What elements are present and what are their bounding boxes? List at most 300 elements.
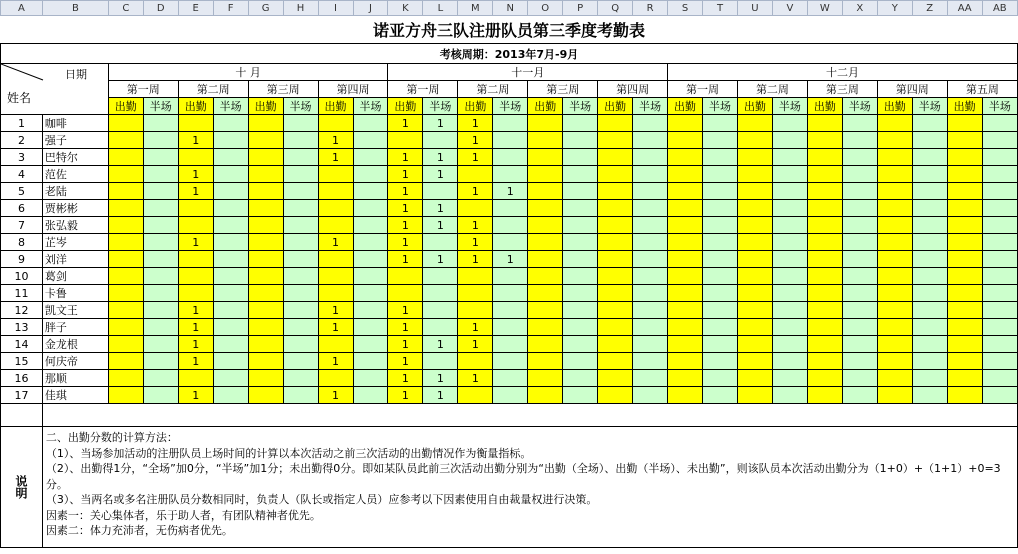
attendance-cell[interactable] [493, 353, 528, 370]
attendance-cell[interactable] [528, 336, 563, 353]
attendance-cell[interactable] [633, 387, 668, 404]
attendance-cell[interactable] [598, 319, 633, 336]
attendance-cell[interactable] [807, 132, 842, 149]
attendance-cell[interactable] [772, 115, 807, 132]
attendance-cell[interactable] [772, 336, 807, 353]
attendance-cell[interactable]: 1 [388, 166, 423, 183]
attendance-cell[interactable] [912, 302, 947, 319]
attendance-cell[interactable] [248, 336, 283, 353]
attendance-cell[interactable]: 1 [318, 234, 353, 251]
attendance-cell[interactable]: 1 [423, 166, 458, 183]
column-header[interactable]: T [703, 1, 738, 16]
attendance-cell[interactable] [703, 251, 738, 268]
attendance-cell[interactable] [947, 285, 982, 302]
attendance-cell[interactable] [528, 387, 563, 404]
attendance-cell[interactable]: 1 [458, 336, 493, 353]
attendance-cell[interactable] [668, 234, 703, 251]
attendance-cell[interactable] [353, 132, 388, 149]
column-header[interactable]: AB [982, 1, 1017, 16]
attendance-cell[interactable] [563, 319, 598, 336]
column-header[interactable]: J [353, 1, 388, 16]
attendance-cell[interactable] [912, 251, 947, 268]
attendance-cell[interactable] [947, 149, 982, 166]
attendance-cell[interactable] [598, 285, 633, 302]
attendance-cell[interactable] [877, 302, 912, 319]
attendance-cell[interactable] [563, 370, 598, 387]
column-header[interactable]: G [248, 1, 283, 16]
attendance-cell[interactable] [877, 387, 912, 404]
attendance-cell[interactable] [668, 149, 703, 166]
attendance-cell[interactable] [703, 149, 738, 166]
attendance-cell[interactable] [842, 166, 877, 183]
attendance-cell[interactable] [283, 285, 318, 302]
attendance-cell[interactable] [737, 217, 772, 234]
attendance-cell[interactable] [772, 234, 807, 251]
attendance-cell[interactable] [668, 285, 703, 302]
attendance-cell[interactable] [563, 285, 598, 302]
attendance-cell[interactable] [353, 251, 388, 268]
attendance-cell[interactable] [528, 251, 563, 268]
column-header[interactable]: C [108, 1, 143, 16]
attendance-cell[interactable] [143, 149, 178, 166]
attendance-cell[interactable] [947, 217, 982, 234]
attendance-cell[interactable] [213, 234, 248, 251]
attendance-cell[interactable] [353, 268, 388, 285]
attendance-cell[interactable] [493, 166, 528, 183]
attendance-cell[interactable] [947, 234, 982, 251]
attendance-cell[interactable] [807, 200, 842, 217]
attendance-cell[interactable] [703, 132, 738, 149]
attendance-cell[interactable] [318, 166, 353, 183]
attendance-cell[interactable] [283, 132, 318, 149]
attendance-cell[interactable] [528, 183, 563, 200]
attendance-cell[interactable] [108, 132, 143, 149]
column-header[interactable]: Q [598, 1, 633, 16]
attendance-cell[interactable]: 1 [458, 115, 493, 132]
attendance-cell[interactable] [703, 319, 738, 336]
attendance-cell[interactable] [353, 302, 388, 319]
attendance-cell[interactable] [668, 336, 703, 353]
attendance-cell[interactable] [353, 183, 388, 200]
attendance-cell[interactable] [598, 217, 633, 234]
attendance-cell[interactable] [143, 166, 178, 183]
attendance-cell[interactable] [982, 217, 1017, 234]
attendance-cell[interactable] [458, 285, 493, 302]
attendance-cell[interactable] [248, 319, 283, 336]
attendance-cell[interactable]: 1 [423, 200, 458, 217]
attendance-cell[interactable] [737, 336, 772, 353]
attendance-cell[interactable] [947, 319, 982, 336]
attendance-cell[interactable]: 1 [423, 217, 458, 234]
attendance-cell[interactable] [842, 387, 877, 404]
attendance-cell[interactable] [528, 370, 563, 387]
attendance-cell[interactable] [143, 353, 178, 370]
column-header[interactable]: D [143, 1, 178, 16]
attendance-cell[interactable] [598, 115, 633, 132]
attendance-cell[interactable] [493, 387, 528, 404]
attendance-cell[interactable] [947, 200, 982, 217]
attendance-cell[interactable] [283, 115, 318, 132]
attendance-cell[interactable] [877, 183, 912, 200]
attendance-cell[interactable]: 1 [458, 183, 493, 200]
attendance-cell[interactable] [423, 319, 458, 336]
attendance-cell[interactable] [178, 268, 213, 285]
attendance-cell[interactable] [912, 268, 947, 285]
column-header[interactable]: N [493, 1, 528, 16]
attendance-cell[interactable] [563, 251, 598, 268]
attendance-cell[interactable] [877, 353, 912, 370]
attendance-cell[interactable]: 1 [178, 183, 213, 200]
attendance-cell[interactable] [598, 370, 633, 387]
attendance-cell[interactable] [772, 370, 807, 387]
attendance-cell[interactable] [912, 285, 947, 302]
attendance-cell[interactable] [772, 200, 807, 217]
attendance-cell[interactable] [668, 302, 703, 319]
attendance-cell[interactable] [423, 285, 458, 302]
attendance-cell[interactable] [143, 302, 178, 319]
attendance-cell[interactable] [842, 183, 877, 200]
attendance-cell[interactable]: 1 [178, 336, 213, 353]
attendance-cell[interactable] [633, 166, 668, 183]
attendance-cell[interactable] [947, 353, 982, 370]
attendance-cell[interactable]: 1 [458, 251, 493, 268]
attendance-cell[interactable] [143, 285, 178, 302]
attendance-cell[interactable] [318, 336, 353, 353]
attendance-cell[interactable] [982, 387, 1017, 404]
attendance-cell[interactable] [213, 285, 248, 302]
attendance-cell[interactable] [877, 149, 912, 166]
attendance-cell[interactable] [423, 183, 458, 200]
attendance-cell[interactable] [737, 251, 772, 268]
attendance-cell[interactable] [318, 251, 353, 268]
attendance-cell[interactable] [633, 149, 668, 166]
attendance-cell[interactable] [668, 370, 703, 387]
attendance-cell[interactable] [108, 268, 143, 285]
attendance-cell[interactable] [248, 387, 283, 404]
attendance-cell[interactable]: 1 [178, 353, 213, 370]
attendance-cell[interactable] [563, 268, 598, 285]
attendance-cell[interactable] [737, 115, 772, 132]
attendance-cell[interactable]: 1 [178, 319, 213, 336]
attendance-cell[interactable] [842, 370, 877, 387]
attendance-cell[interactable] [248, 302, 283, 319]
attendance-cell[interactable] [772, 166, 807, 183]
attendance-cell[interactable] [598, 149, 633, 166]
attendance-cell[interactable] [213, 336, 248, 353]
attendance-cell[interactable] [528, 353, 563, 370]
attendance-cell[interactable] [703, 166, 738, 183]
attendance-cell[interactable] [213, 183, 248, 200]
attendance-cell[interactable] [108, 353, 143, 370]
attendance-cell[interactable] [563, 149, 598, 166]
attendance-cell[interactable] [807, 285, 842, 302]
attendance-cell[interactable] [353, 217, 388, 234]
attendance-cell[interactable] [318, 115, 353, 132]
attendance-cell[interactable] [493, 285, 528, 302]
attendance-cell[interactable] [912, 166, 947, 183]
attendance-cell[interactable] [248, 285, 283, 302]
attendance-cell[interactable] [668, 115, 703, 132]
attendance-cell[interactable] [598, 387, 633, 404]
attendance-cell[interactable] [877, 200, 912, 217]
attendance-cell[interactable]: 1 [458, 149, 493, 166]
attendance-cell[interactable] [912, 115, 947, 132]
attendance-cell[interactable] [703, 387, 738, 404]
attendance-cell[interactable] [213, 319, 248, 336]
attendance-cell[interactable] [528, 217, 563, 234]
attendance-cell[interactable]: 1 [318, 132, 353, 149]
attendance-cell[interactable] [982, 234, 1017, 251]
attendance-cell[interactable] [633, 200, 668, 217]
attendance-cell[interactable] [493, 132, 528, 149]
attendance-cell[interactable] [633, 285, 668, 302]
attendance-cell[interactable]: 1 [423, 115, 458, 132]
attendance-cell[interactable] [842, 217, 877, 234]
attendance-cell[interactable] [388, 268, 423, 285]
column-header[interactable]: P [563, 1, 598, 16]
attendance-cell[interactable] [598, 166, 633, 183]
attendance-cell[interactable] [283, 217, 318, 234]
attendance-cell[interactable] [912, 387, 947, 404]
attendance-cell[interactable]: 1 [458, 217, 493, 234]
attendance-cell[interactable] [213, 115, 248, 132]
attendance-cell[interactable] [283, 166, 318, 183]
attendance-cell[interactable]: 1 [458, 132, 493, 149]
attendance-cell[interactable] [493, 234, 528, 251]
attendance-cell[interactable] [912, 336, 947, 353]
attendance-cell[interactable] [703, 115, 738, 132]
attendance-cell[interactable] [283, 387, 318, 404]
attendance-cell[interactable] [528, 149, 563, 166]
attendance-cell[interactable] [842, 251, 877, 268]
attendance-cell[interactable] [248, 370, 283, 387]
attendance-cell[interactable] [668, 319, 703, 336]
attendance-cell[interactable] [248, 166, 283, 183]
attendance-cell[interactable] [388, 285, 423, 302]
attendance-cell[interactable] [668, 183, 703, 200]
attendance-cell[interactable] [213, 251, 248, 268]
attendance-cell[interactable] [143, 183, 178, 200]
attendance-cell[interactable] [668, 387, 703, 404]
attendance-cell[interactable] [703, 353, 738, 370]
attendance-cell[interactable] [772, 251, 807, 268]
attendance-cell[interactable] [458, 166, 493, 183]
attendance-cell[interactable] [947, 115, 982, 132]
attendance-cell[interactable] [178, 370, 213, 387]
attendance-cell[interactable] [318, 268, 353, 285]
attendance-cell[interactable]: 1 [423, 370, 458, 387]
column-header[interactable]: L [423, 1, 458, 16]
attendance-cell[interactable] [633, 183, 668, 200]
attendance-cell[interactable] [633, 132, 668, 149]
attendance-cell[interactable] [947, 268, 982, 285]
attendance-cell[interactable] [108, 149, 143, 166]
column-header[interactable]: R [633, 1, 668, 16]
attendance-cell[interactable] [982, 183, 1017, 200]
attendance-cell[interactable] [108, 387, 143, 404]
attendance-cell[interactable] [772, 285, 807, 302]
attendance-cell[interactable] [807, 353, 842, 370]
column-header[interactable]: F [213, 1, 248, 16]
attendance-cell[interactable]: 1 [388, 319, 423, 336]
attendance-cell[interactable] [283, 200, 318, 217]
attendance-cell[interactable] [737, 200, 772, 217]
attendance-cell[interactable] [703, 302, 738, 319]
attendance-cell[interactable] [982, 336, 1017, 353]
attendance-cell[interactable]: 1 [388, 251, 423, 268]
attendance-cell[interactable]: 1 [423, 149, 458, 166]
column-header[interactable]: Y [877, 1, 912, 16]
attendance-cell[interactable] [563, 200, 598, 217]
attendance-cell[interactable] [283, 268, 318, 285]
attendance-cell[interactable] [528, 166, 563, 183]
attendance-cell[interactable] [108, 251, 143, 268]
attendance-cell[interactable] [353, 285, 388, 302]
attendance-cell[interactable] [598, 268, 633, 285]
attendance-cell[interactable] [598, 336, 633, 353]
attendance-cell[interactable] [143, 217, 178, 234]
attendance-cell[interactable] [423, 268, 458, 285]
attendance-cell[interactable] [982, 149, 1017, 166]
attendance-cell[interactable] [668, 200, 703, 217]
attendance-cell[interactable] [737, 268, 772, 285]
attendance-cell[interactable] [143, 132, 178, 149]
attendance-cell[interactable] [982, 251, 1017, 268]
column-header[interactable]: A [1, 1, 43, 16]
attendance-cell[interactable] [807, 251, 842, 268]
attendance-cell[interactable] [528, 200, 563, 217]
attendance-cell[interactable] [737, 166, 772, 183]
attendance-cell[interactable] [493, 115, 528, 132]
attendance-cell[interactable] [108, 319, 143, 336]
attendance-cell[interactable] [842, 353, 877, 370]
attendance-cell[interactable] [633, 353, 668, 370]
attendance-cell[interactable] [493, 217, 528, 234]
attendance-cell[interactable] [842, 115, 877, 132]
attendance-cell[interactable] [248, 149, 283, 166]
attendance-cell[interactable] [877, 285, 912, 302]
attendance-cell[interactable]: 1 [458, 234, 493, 251]
attendance-cell[interactable] [353, 115, 388, 132]
attendance-cell[interactable] [143, 200, 178, 217]
attendance-cell[interactable]: 1 [178, 302, 213, 319]
attendance-cell[interactable] [108, 302, 143, 319]
attendance-cell[interactable] [982, 166, 1017, 183]
attendance-cell[interactable] [563, 115, 598, 132]
attendance-cell[interactable] [772, 183, 807, 200]
attendance-cell[interactable] [528, 268, 563, 285]
attendance-cell[interactable] [877, 319, 912, 336]
attendance-cell[interactable] [807, 166, 842, 183]
attendance-cell[interactable] [458, 268, 493, 285]
attendance-cell[interactable] [912, 217, 947, 234]
attendance-cell[interactable] [737, 387, 772, 404]
attendance-cell[interactable] [213, 132, 248, 149]
attendance-cell[interactable] [283, 336, 318, 353]
attendance-cell[interactable] [912, 234, 947, 251]
attendance-cell[interactable] [598, 183, 633, 200]
attendance-cell[interactable]: 1 [318, 387, 353, 404]
column-header[interactable]: K [388, 1, 423, 16]
attendance-cell[interactable] [633, 268, 668, 285]
attendance-cell[interactable] [877, 234, 912, 251]
attendance-cell[interactable] [178, 217, 213, 234]
attendance-cell[interactable] [108, 166, 143, 183]
attendance-cell[interactable]: 1 [388, 183, 423, 200]
attendance-cell[interactable] [772, 353, 807, 370]
attendance-cell[interactable] [737, 353, 772, 370]
attendance-cell[interactable] [912, 200, 947, 217]
attendance-cell[interactable] [178, 285, 213, 302]
attendance-cell[interactable] [423, 132, 458, 149]
attendance-cell[interactable] [982, 132, 1017, 149]
attendance-cell[interactable] [213, 387, 248, 404]
attendance-cell[interactable] [807, 336, 842, 353]
attendance-cell[interactable] [842, 268, 877, 285]
attendance-cell[interactable] [563, 234, 598, 251]
attendance-cell[interactable] [318, 200, 353, 217]
attendance-cell[interactable] [283, 149, 318, 166]
attendance-cell[interactable]: 1 [388, 115, 423, 132]
attendance-cell[interactable]: 1 [423, 387, 458, 404]
attendance-cell[interactable] [877, 251, 912, 268]
attendance-cell[interactable] [248, 353, 283, 370]
attendance-cell[interactable] [353, 387, 388, 404]
attendance-cell[interactable] [947, 370, 982, 387]
attendance-cell[interactable] [353, 234, 388, 251]
attendance-cell[interactable] [248, 217, 283, 234]
attendance-cell[interactable] [283, 302, 318, 319]
attendance-cell[interactable] [598, 353, 633, 370]
column-header[interactable]: H [283, 1, 318, 16]
attendance-cell[interactable] [703, 200, 738, 217]
attendance-cell[interactable] [703, 370, 738, 387]
attendance-cell[interactable] [388, 132, 423, 149]
column-header[interactable]: I [318, 1, 353, 16]
attendance-cell[interactable]: 1 [388, 234, 423, 251]
attendance-cell[interactable] [563, 302, 598, 319]
attendance-cell[interactable] [283, 319, 318, 336]
attendance-cell[interactable] [633, 217, 668, 234]
column-header[interactable]: W [807, 1, 842, 16]
attendance-cell[interactable] [178, 251, 213, 268]
column-header[interactable]: Z [912, 1, 947, 16]
column-header[interactable]: M [458, 1, 493, 16]
attendance-cell[interactable] [877, 268, 912, 285]
attendance-cell[interactable] [703, 234, 738, 251]
attendance-cell[interactable] [912, 132, 947, 149]
attendance-cell[interactable] [178, 200, 213, 217]
attendance-cell[interactable] [108, 115, 143, 132]
attendance-cell[interactable] [737, 370, 772, 387]
attendance-cell[interactable] [108, 234, 143, 251]
attendance-cell[interactable] [423, 353, 458, 370]
column-header[interactable]: B [42, 1, 108, 16]
attendance-cell[interactable] [772, 268, 807, 285]
attendance-cell[interactable] [423, 234, 458, 251]
attendance-cell[interactable] [458, 387, 493, 404]
attendance-cell[interactable] [143, 268, 178, 285]
attendance-cell[interactable] [493, 268, 528, 285]
attendance-cell[interactable]: 1 [178, 234, 213, 251]
attendance-cell[interactable] [493, 302, 528, 319]
attendance-cell[interactable] [108, 285, 143, 302]
attendance-cell[interactable] [353, 149, 388, 166]
attendance-cell[interactable] [353, 353, 388, 370]
attendance-cell[interactable] [283, 353, 318, 370]
attendance-cell[interactable] [283, 251, 318, 268]
attendance-cell[interactable] [213, 370, 248, 387]
